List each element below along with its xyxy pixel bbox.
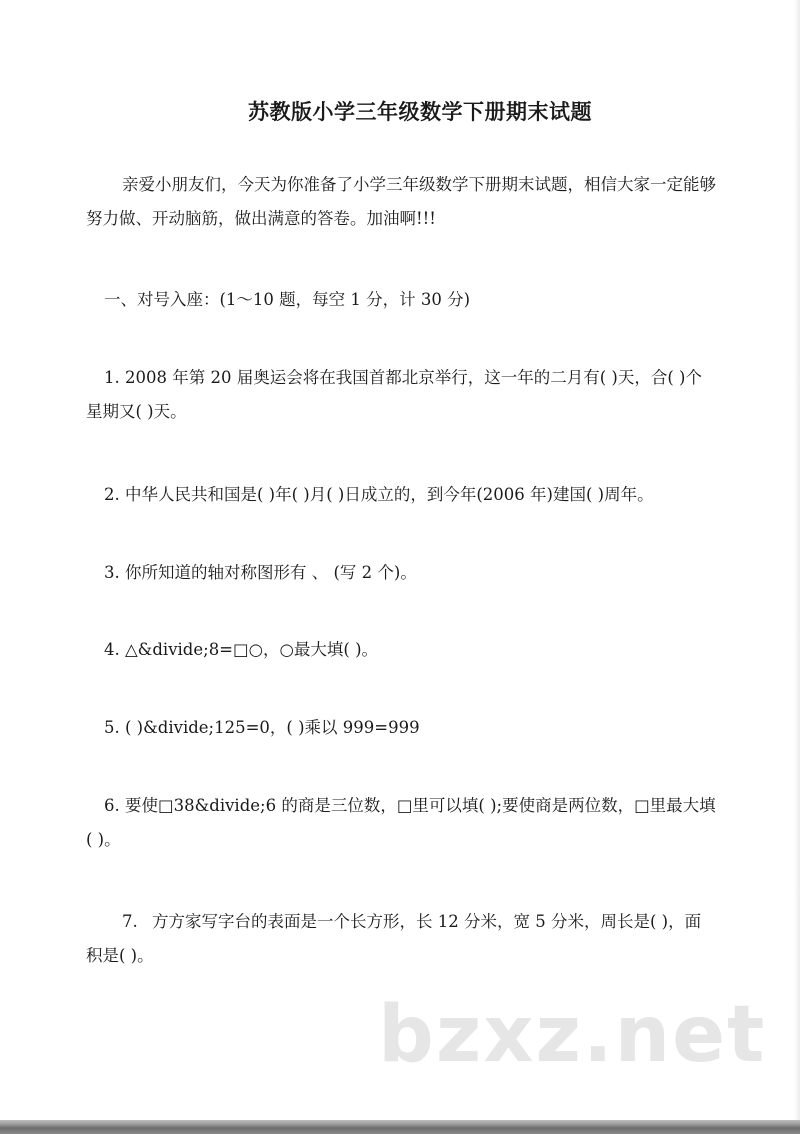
question-7 xyxy=(86,905,716,973)
question-4: 4. △&divide;8=□○，○最大填( )。 xyxy=(104,640,379,659)
section-1-heading: 一、对号入座：(1～10 题，每空 1 分，计 30 分) xyxy=(104,290,471,309)
watermark-text: bzxz.net xyxy=(378,990,767,1080)
question-2: 2. 中华人民共和国是( )年( )月( )日成立的，到今年(2006 年)建国( )周年。 xyxy=(104,485,654,504)
question-1: 1. 2008 年第 20 届奥运会将在我国首都北京举行，这一年的二月有( )天，合( )个星期又( )天。 xyxy=(86,368,702,421)
question-7-number: 7. xyxy=(122,912,138,931)
document-title: 苏教版小学三年级数学下册期末试题 xyxy=(248,100,592,124)
intro-paragraph: 亲爱小朋友们，今天为你准备了小学三年级数学下册期末试题，相信大家一定能够努力做、开动脑筋，做出满意的答卷。加油啊!!! xyxy=(86,175,716,228)
question-5: 5. ( )&divide;125=0，( )乘以 999=999 xyxy=(104,718,420,737)
question-7-text: 方方家写字台的表面是一个长方形，长 12 分米，宽 5 分米，周长是( )，面积是( )。 xyxy=(86,912,702,965)
page-edge-shadow xyxy=(794,0,800,1120)
question-6: 6. 要使□38&divide;6 的商是三位数，□里可以填( );要使商是两位数，□里最大填( )。 xyxy=(86,796,716,849)
bottom-edge-strip xyxy=(0,1120,800,1134)
question-3: 3. 你所知道的轴对称图形有 、 (写 2 个)。 xyxy=(104,563,417,582)
